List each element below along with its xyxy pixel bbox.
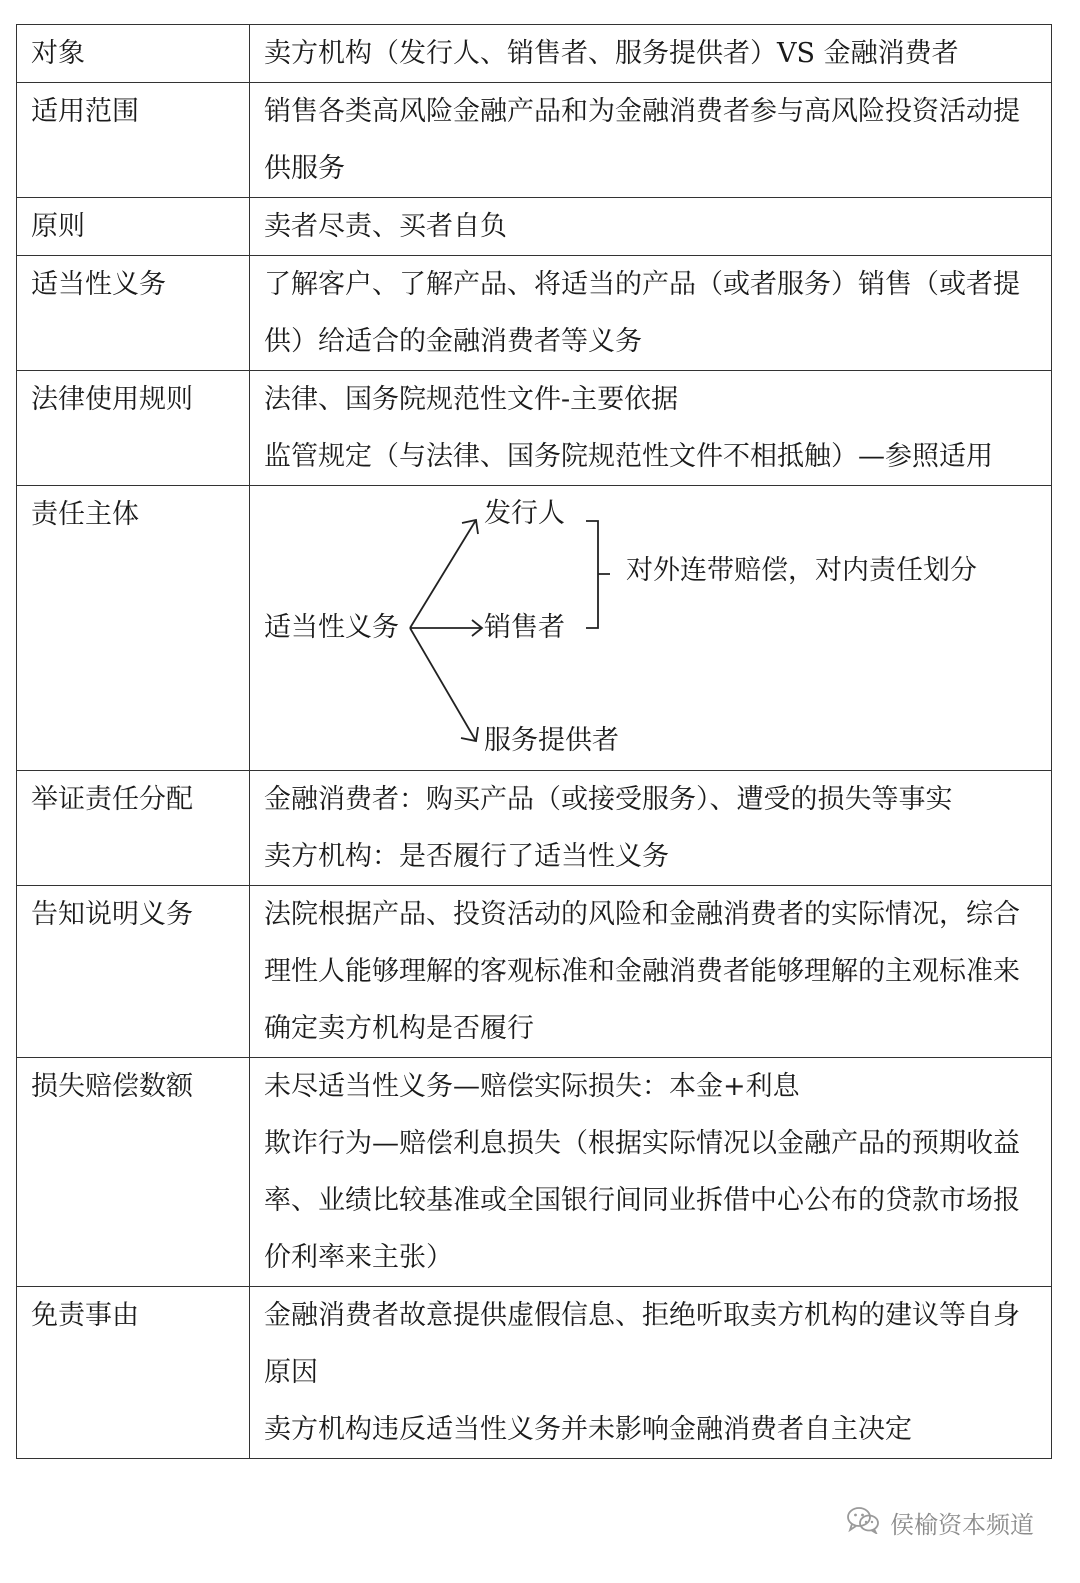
row-key-disclosure-duty: 告知说明义务 <box>17 886 250 1058</box>
row-value-scope <box>250 83 1052 198</box>
damages-line: 未尽适当性义务—赔偿实际损失：本金+利息 <box>264 1071 800 1102</box>
table-row <box>17 83 1052 198</box>
diagram-target-issuer: 发行人 <box>484 498 565 529</box>
row-value-disclosure-duty <box>250 886 1052 1058</box>
exemptions-text: 金融消费者故意提供虚假信息、拒绝听取卖方机构的建议等自身原因 <box>264 1300 1020 1388</box>
row-value-suitability-duty <box>250 256 1052 371</box>
row-key-exemptions: 免责事由 <box>17 1287 250 1459</box>
principle-line: 卖者尽责、买者自负 <box>264 211 507 242</box>
row-key-damages: 损失赔偿数额 <box>17 1058 250 1287</box>
summary-table <box>16 24 1052 1459</box>
arrow-to-service-provider <box>410 628 476 741</box>
object-line: 卖方机构（发行人、销售者、服务提供者）VS 金融消费者 <box>264 38 959 69</box>
scope-text: 销售各类高风险金融产品和为金融消费者参与高风险投资活动提供服务 <box>264 96 1020 184</box>
table-row <box>17 256 1052 371</box>
table-row <box>17 1058 1052 1287</box>
exemptions-line: 卖方机构违反适当性义务并未影响金融消费者自主决定 <box>264 1414 912 1445</box>
arrow-to-issuer <box>410 520 476 628</box>
law-rules-line: 法律、国务院规范性文件-主要依据 <box>264 384 679 415</box>
row-key-suitability-duty: 适当性义务 <box>17 256 250 371</box>
row-key-burden-of-proof: 举证责任分配 <box>17 771 250 886</box>
diagram-source: 适当性义务 <box>264 612 399 643</box>
bracket <box>586 521 610 628</box>
row-key-principle: 原则 <box>17 198 250 256</box>
row-key-object: 对象 <box>17 25 250 83</box>
law-rules-line: 监管规定（与法律、国务院规范性文件不相抵触）—参照适用 <box>264 441 993 472</box>
row-value-exemptions <box>250 1287 1052 1459</box>
arrowhead-issuer <box>462 520 478 534</box>
table-row <box>17 198 1052 256</box>
row-value-object <box>250 25 1052 83</box>
watermark <box>846 1505 1034 1540</box>
row-value-burden-of-proof <box>250 771 1052 886</box>
diagram-target-seller: 销售者 <box>484 612 565 643</box>
row-value-principle <box>250 198 1052 256</box>
table-row <box>17 1287 1052 1459</box>
damages-text: 欺诈行为—赔偿利息损失（根据实际情况以金融产品的预期收益率、业绩比较基准或全国银行间同业拆借中心公布的贷款市场报价利率来主张） <box>264 1128 1020 1273</box>
liability-diagram <box>250 486 1052 771</box>
row-key-law-rules: 法律使用规则 <box>17 371 250 486</box>
table-row <box>17 886 1052 1058</box>
row-key-liable-parties: 责任主体 <box>17 486 250 771</box>
row-key-scope: 适用范围 <box>17 83 250 198</box>
row-value-damages <box>250 1058 1052 1287</box>
wechat-icon <box>846 1506 880 1540</box>
burden-of-proof-line: 金融消费者：购买产品（或接受服务）、遭受的损失等事实 <box>264 784 953 815</box>
diagram-bracket-note: 对外连带赔偿，对内责任划分 <box>626 555 977 586</box>
row-value-law-rules <box>250 371 1052 486</box>
diagram-target-service-provider: 服务提供者 <box>484 725 619 756</box>
burden-of-proof-line: 卖方机构：是否履行了适当性义务 <box>264 841 669 872</box>
table-row <box>17 486 1052 771</box>
watermark-text: 侯榆资本频道 <box>890 1511 1034 1539</box>
disclosure-duty-text: 法院根据产品、投资活动的风险和金融消费者的实际情况，综合理性人能够理解的客观标准和金融消费者能够理解的主观标准来确定卖方机构是否履行 <box>264 899 1020 1044</box>
table-row <box>17 371 1052 486</box>
table-row <box>17 25 1052 83</box>
suitability-duty-text: 了解客户、了解产品、将适当的产品（或者服务）销售（或者提供）给适合的金融消费者等义务 <box>264 269 1020 357</box>
table-row <box>17 771 1052 886</box>
